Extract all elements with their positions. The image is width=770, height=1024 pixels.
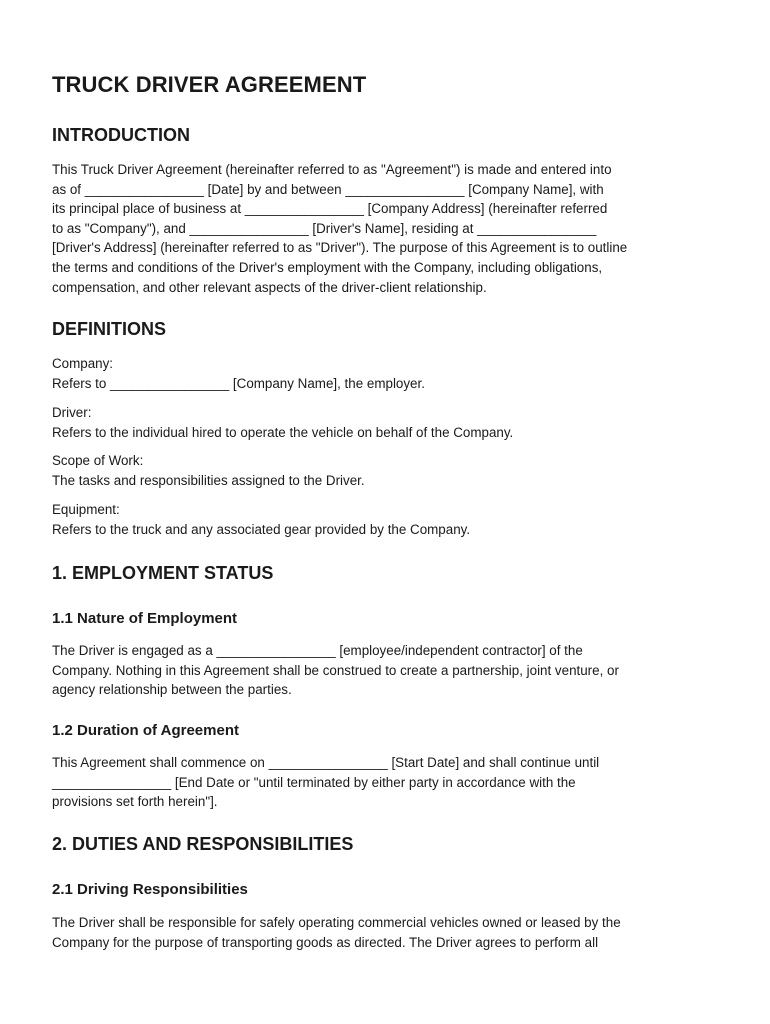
paragraph-line: provisions set forth herein"]. [52,794,218,810]
definition-driver [52,403,722,442]
section-1-2-paragraph [52,753,722,812]
introduction-line: as of ________________ [Date] by and between ________________ [Company Name], with [52,181,604,197]
paragraph-line: This Agreement shall commence on ________________ [Start Date] and shall continue until [52,755,600,770]
introduction-heading: INTRODUCTION [52,125,190,145]
section-2-1-paragraph [52,913,722,952]
section-1-2-heading: 1.2 Duration of Agreement [52,722,239,739]
section-1-heading: 1. EMPLOYMENT STATUS [52,563,274,583]
introduction-line: to as "Company"), and ________________ [Driver's Name], residing at ________________ [52,220,597,236]
definition-term: Company: [52,356,114,371]
definition-equipment [52,500,722,539]
paragraph-line: Company for the purpose of transporting goods as directed. The Driver agrees to perform all [52,934,599,950]
introduction-line: its principal place of business at ________________ [Company Address] (hereinafter referred [52,201,608,217]
definition-scope-of-work [52,451,722,490]
definition-term: Driver: [52,405,92,420]
introduction-line: the terms and conditions of the Driver's employment with the Company, including obligations, [52,259,603,275]
section-2-heading: 2. DUTIES AND RESPONSIBILITIES [52,834,354,854]
section-1-1-paragraph [52,641,722,700]
paragraph-line: Company. Nothing in this Agreement shall be construed to create a partnership, joint venture, or [52,662,619,678]
paragraph-line: The Driver is engaged as a ________________ [employee/independent contractor] of the [52,643,583,658]
introduction-line: [Driver's Address] (hereinafter referred to as "Driver"). The purpose of this Agreement is to outline [52,240,628,256]
paragraph-line: ________________ [End Date or "until terminated by either party in accordance with the [52,774,576,790]
definition-text: Refers to the individual hired to operate the vehicle on behalf of the Company. [52,424,514,440]
document-title: TRUCK DRIVER AGREEMENT [52,72,367,97]
introduction-line: compensation, and other relevant aspects of the driver-client relationship. [52,279,487,295]
section-1-1-heading: 1.1 Nature of Employment [52,610,238,627]
definition-text: Refers to ________________ [Company Name], the employer. [52,375,425,391]
definitions-heading: DEFINITIONS [52,319,167,339]
definition-term: Scope of Work: [52,453,144,468]
definition-company [52,354,722,393]
definition-text: Refers to the truck and any associated gear provided by the Company. [52,521,471,537]
paragraph-line: agency relationship between the parties. [52,682,292,698]
introduction-paragraph [52,160,722,297]
definition-term: Equipment: [52,502,120,517]
definition-text: The tasks and responsibilities assigned to the Driver. [52,472,365,488]
section-2-1-heading: 2.1 Driving Responsibilities [52,881,248,898]
introduction-line: This Truck Driver Agreement (hereinafter referred to as "Agreement") is made and entered into [52,162,612,177]
paragraph-line: The Driver shall be responsible for safely operating commercial vehicles owned or leased by the [52,915,621,930]
